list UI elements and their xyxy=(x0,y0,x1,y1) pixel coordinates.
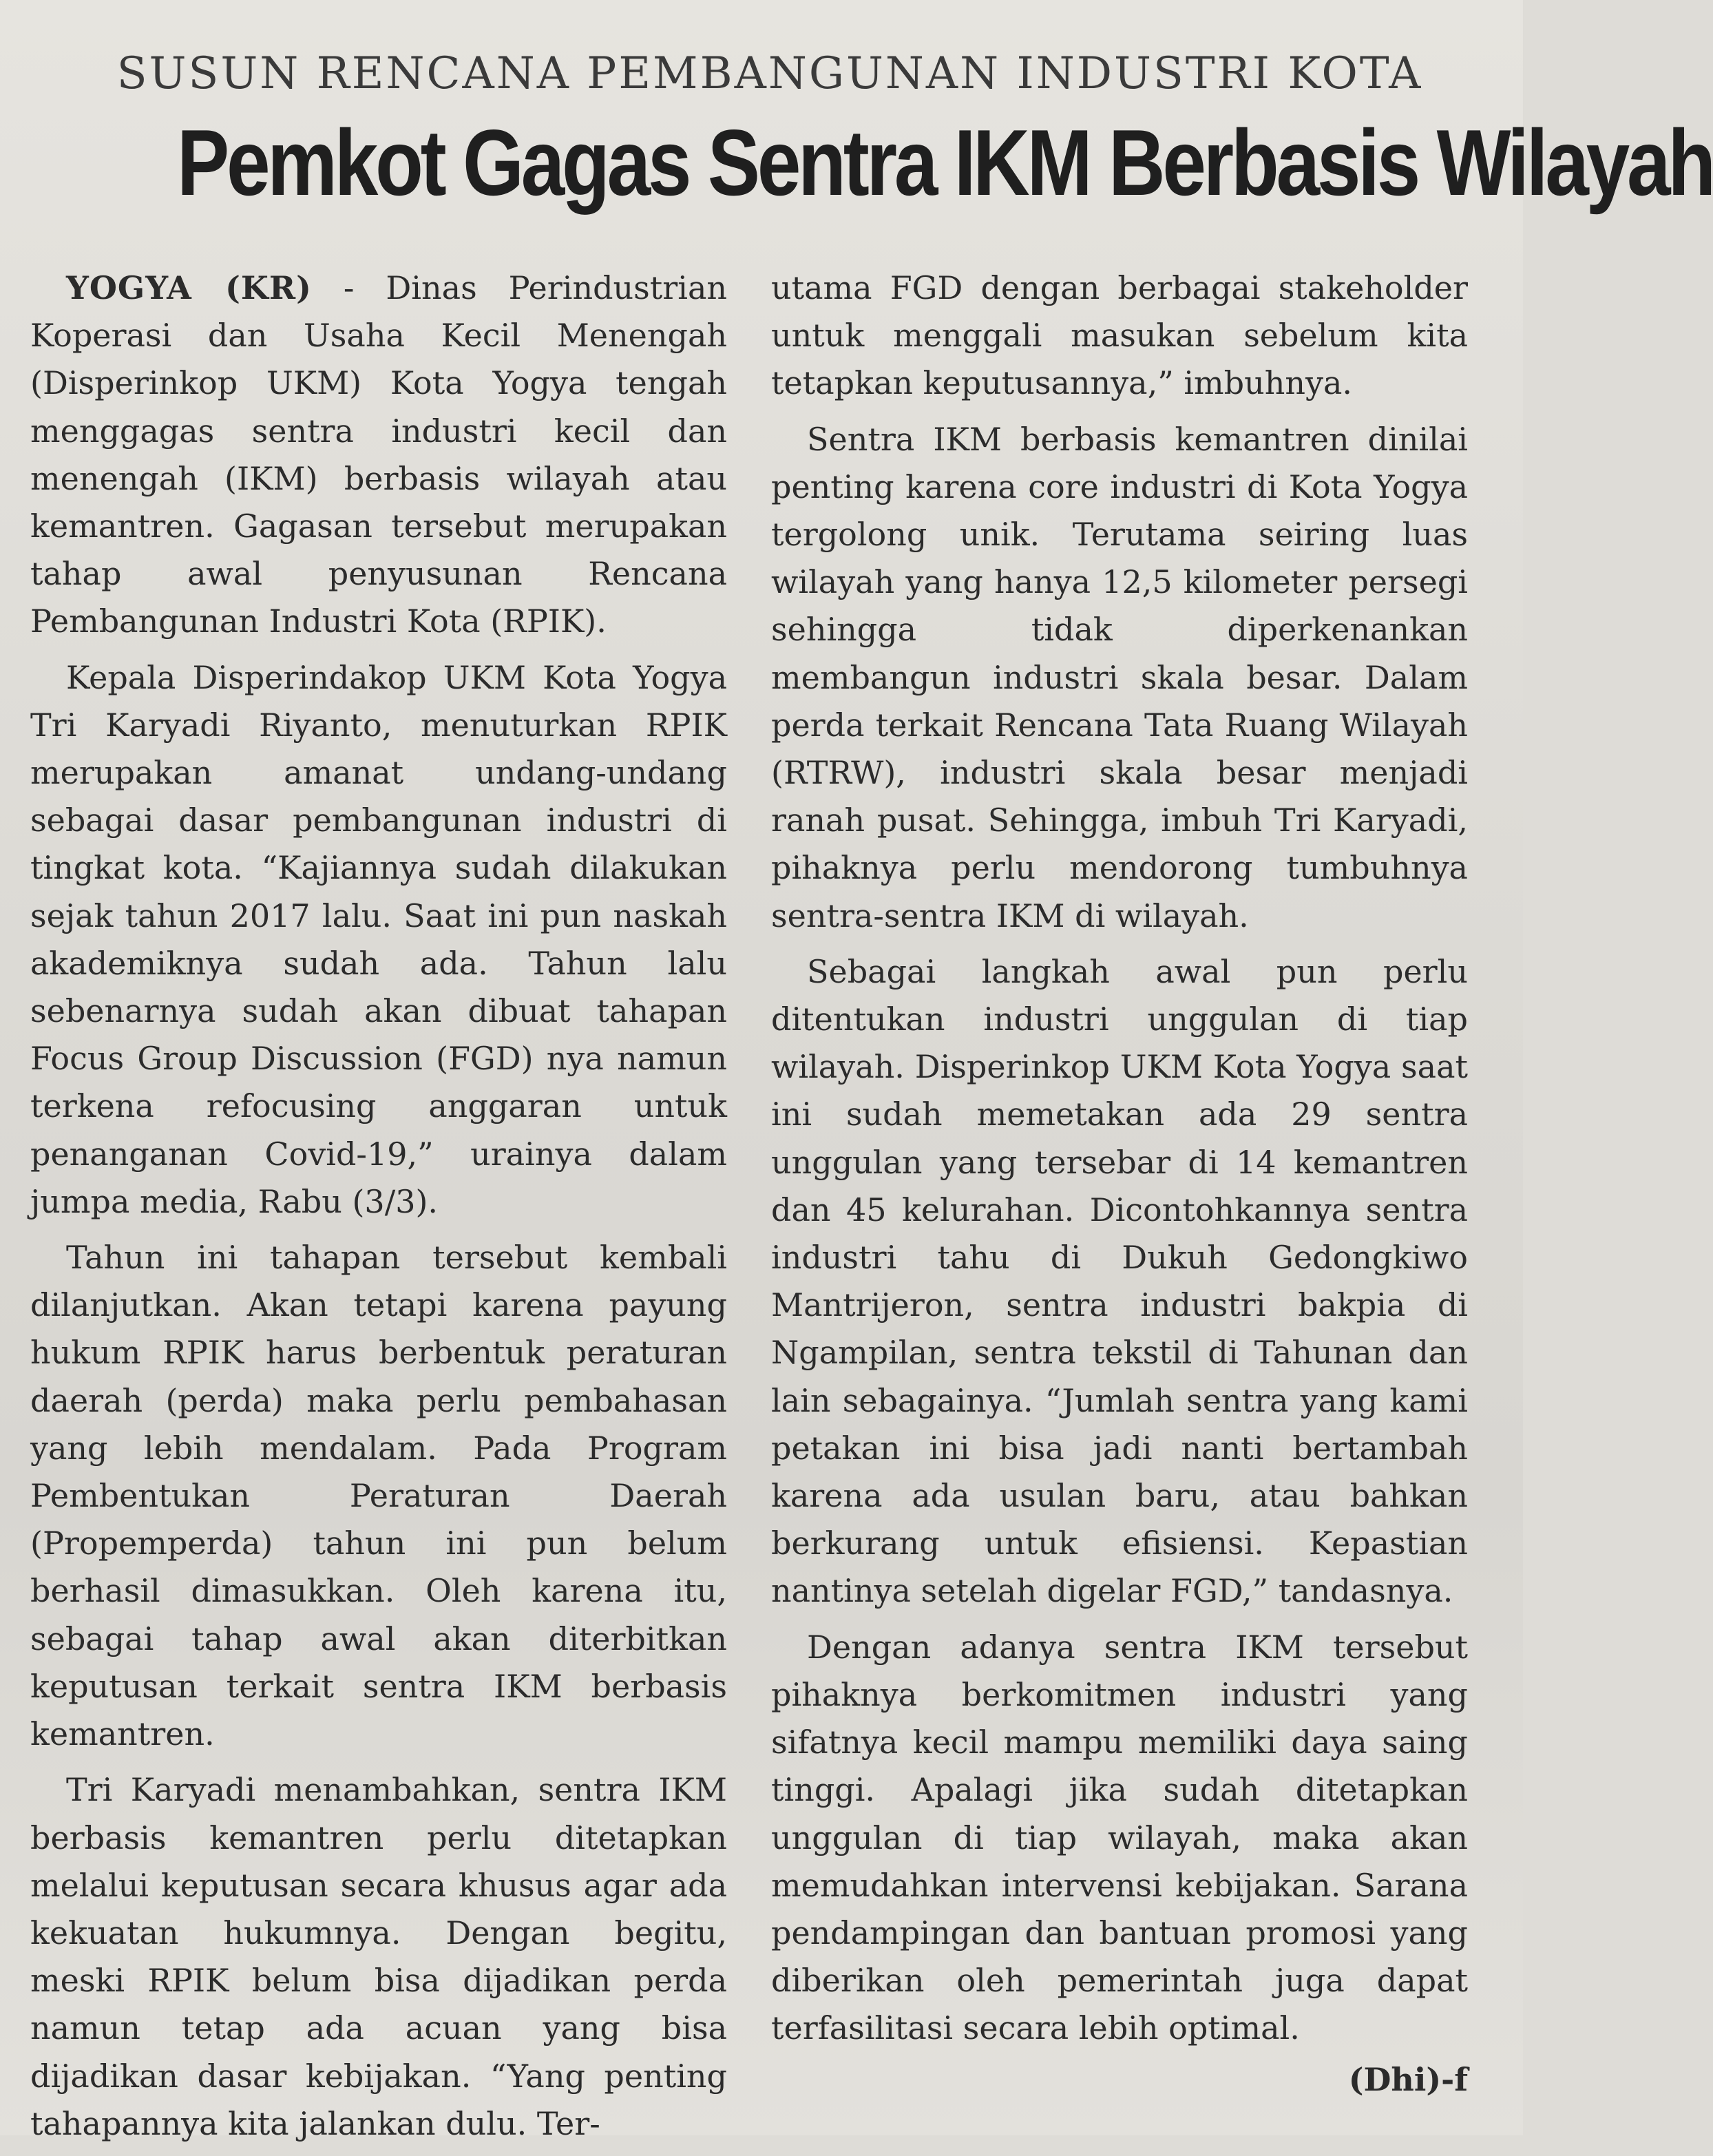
paragraph: Tri Karyadi menambahkan, sentra IKM berbasis kemantren perlu ditetapkan melalui keputusan secara khusus agar ada kekuatan hukumnya. Dengan begitu, meski RPIK belum bisa dijadikan perda namun tetap ada acuan yang bisa dijadikan dasar kebijakan. “Yang penting tahapannya kita jalankan dulu. Ter- xyxy=(30,1771,727,2142)
author-signoff: (Dhi)-f xyxy=(1348,2060,1468,2098)
column-left xyxy=(30,264,727,2156)
paragraph: utama FGD dengan berbagai stakeholder untuk menggali masukan sebelum kita tetapkan keputusannya,” imbuhnya. xyxy=(771,269,1468,402)
dateline: YOGYA (KR) xyxy=(66,269,312,306)
paragraph: Kepala Disperindakop UKM Kota Yogya Tri Karyadi Riyanto, menuturkan RPIK merupakan amanat undang-undang sebagai dasar pembangunan industri di tingkat kota. “Kajiannya sudah dilakukan sejak tahun 2017 lalu. Saat ini pun naskah akademiknya sudah ada. Tahun lalu sebenarnya sudah akan dibuat tahapan Focus Group Discussion (FGD) nya namun terkena refocusing anggaran untuk penanganan Covid-19,” urainya dalam jumpa media, Rabu (3/3). xyxy=(30,658,727,1220)
paragraph: Tahun ini tahapan tersebut kembali dilanjutkan. Akan tetapi karena payung hukum RPIK harus berbentuk peraturan daerah (perda) maka perlu pembahasan yang lebih mendalam. Pada Program Pembentukan Peraturan Daerah (Propemperda) tahun ini pun belum berhasil dimasukkan. Oleh karena itu, sebagai tahap awal akan diterbitkan keputusan terkait sentra IKM berbasis kemantren. xyxy=(30,1239,727,1753)
paragraph: Dengan adanya sentra IKM tersebut pihaknya berkomitmen industri yang sifatnya kecil mampu memiliki daya saing tinggi. Apalagi jika sudah ditetapkan unggulan di tiap wilayah, maka akan memudahkan intervensi kebijakan. Sarana pendampingan dan bantuan promosi yang diberikan oleh pemerintah juga dapat terfasilitasi secara lebih optimal. xyxy=(771,1628,1468,2047)
article-headline: Pemkot Gagas Sentra IKM Berbasis Wilayah xyxy=(177,110,1713,215)
paragraph: Sentra IKM berbasis kemantren dinilai penting karena core industri di Kota Yogya tergolong unik. Terutama seiring luas wilayah yang hanya 12,5 kilometer persegi sehingga tidak diperkenankan membangun industri skala besar. Dalam perda terkait Rencana Tata Ruang Wilayah (RTRW), industri skala besar menjadi ranah pusat. Sehingga, imbuh Tri Karyadi, pihaknya perlu mendorong tumbuhnya sentra-sentra IKM di wilayah. xyxy=(771,420,1468,934)
paragraph: Sebagai langkah awal pun perlu ditentukan industri unggulan di tiap wilayah. Disperinkop UKM Kota Yogya saat ini sudah memetakan ada 29 sentra unggulan yang tersebar di 14 kemantren dan 45 kelurahan. Dicontohkannya sentra industri tahu di Dukuh Gedongkiwo Mantrijeron, sentra industri bakpia di Ngampilan, sentra tekstil di Tahunan dan lain sebagainya. “Jumlah sentra yang kami petakan ini bisa jadi nanti bertambah karena ada usulan baru, atau bahkan berkurang untuk efisiensi. Kepastian nantinya setelah digelar FGD,” tandasnya. xyxy=(771,952,1468,1610)
paragraph-text: - Dinas Perindustrian Koperasi dan Usaha Kecil Menengah (Disperinkop UKM) Kota Yogya tengah menggagas sentra industri kecil dan menengah (IKM) berbasis wilayah atau kemantren. Gagasan tersebut merupakan tahap awal penyusunan Rencana Pembangunan Industri Kota (RPIK). xyxy=(30,269,728,640)
article-kicker: SUSUN RENCANA PEMBANGUNAN INDUSTRI KOTA xyxy=(116,48,1423,99)
paragraph xyxy=(30,264,727,646)
column-right xyxy=(771,264,1468,2156)
article-body xyxy=(30,264,1468,2156)
